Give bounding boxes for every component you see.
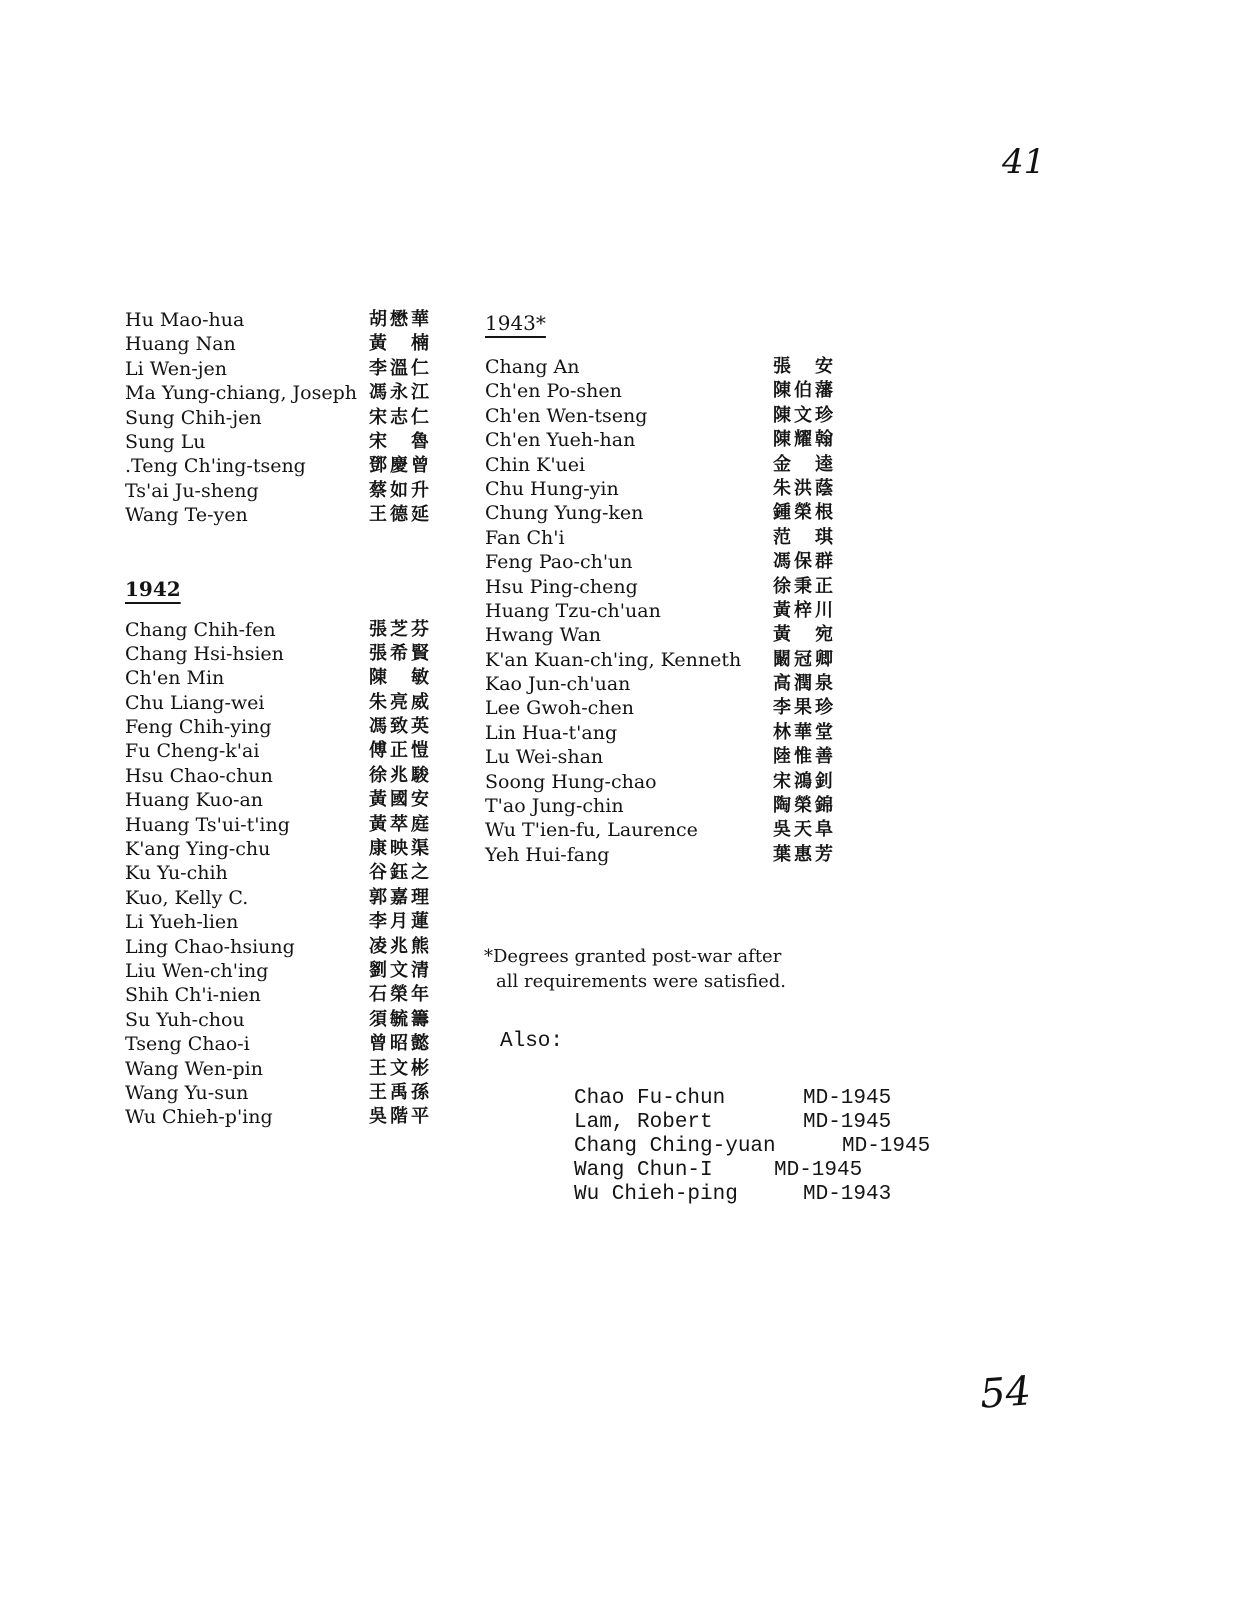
chinese-name: 李溫仁 (369, 357, 432, 379)
chinese-name: 黃萃庭 (369, 813, 432, 835)
romanized-name: Wang Wen-pin (125, 1057, 264, 1080)
romanized-name: Wu T'ien-fu, Laurence (485, 819, 698, 842)
list-item (485, 404, 865, 428)
romanized-name: Tseng Chao-i (125, 1033, 250, 1056)
chinese-name: 鄧慶曾 (369, 455, 432, 477)
romanized-name: Wang Yu-sun (125, 1081, 249, 1104)
list-item (125, 983, 455, 1007)
list-item (485, 648, 865, 672)
also-name: Wu Chieh-ping (574, 1183, 738, 1206)
list-item (485, 770, 865, 794)
list-item (125, 813, 455, 837)
list-item (485, 428, 865, 452)
chinese-name: 林華堂 (773, 721, 836, 743)
romanized-name: Chu Hung-yin (485, 477, 619, 500)
list-item (125, 1105, 455, 1129)
romanized-name: T'ao Jung-chin (485, 795, 624, 818)
list-item (125, 1057, 455, 1081)
chinese-name: 谷鈺之 (369, 862, 432, 884)
chinese-name: 張 安 (773, 356, 836, 377)
romanized-name: Ku Yu-chih (125, 862, 228, 885)
romanized-name: K'ang Ying-chu (125, 838, 271, 861)
romanized-name: Sung Lu (125, 430, 206, 453)
chinese-name: 黃國安 (369, 789, 432, 811)
chinese-name: 蔡如升 (369, 479, 432, 501)
list-item (125, 764, 455, 788)
section-heading-1943: 1943* (485, 311, 546, 335)
chinese-name: 陳文珍 (773, 404, 836, 426)
chinese-name: 闞冠卿 (773, 648, 836, 670)
romanized-name: Hsu Chao-chun (125, 764, 273, 787)
also-list (574, 1087, 931, 1207)
also-degree: MD-1945 (803, 1087, 892, 1110)
chinese-name: 曾昭懿 (369, 1033, 432, 1055)
list-item (485, 501, 865, 525)
list-item (125, 935, 455, 959)
also-degree: MD-1943 (803, 1183, 892, 1206)
romanized-name: Ch'en Wen-tseng (485, 404, 648, 427)
chinese-name: 黃梓川 (773, 599, 836, 621)
also-name: Lam, Robert (574, 1111, 713, 1134)
romanized-name: Chu Liang-wei (125, 691, 265, 714)
continued-name-list (125, 308, 455, 528)
chinese-name: 陳伯藩 (773, 380, 836, 402)
romanized-name: Ch'en Min (125, 667, 225, 690)
list-item (485, 721, 865, 745)
romanized-name: Ts'ai Ju-sheng (125, 479, 259, 502)
chinese-name: 王德延 (369, 504, 432, 526)
list-item (125, 332, 455, 356)
list-item (125, 959, 455, 983)
list-item (125, 691, 455, 715)
romanized-name: Soong Hung-chao (485, 770, 657, 793)
chinese-name: 鍾榮根 (773, 502, 836, 524)
romanized-name: Chang An (485, 356, 580, 378)
also-item (574, 1087, 892, 1111)
chinese-name: 高潤泉 (773, 673, 836, 695)
section-heading-1942: 1942 (125, 576, 181, 601)
romanized-name: Kao Jun-ch'uan (485, 673, 631, 696)
list-item (485, 526, 865, 550)
list-item (485, 575, 865, 599)
chinese-name: 馮永江 (369, 382, 432, 404)
list-item (125, 861, 455, 885)
list-item (125, 739, 455, 763)
romanized-name: Huang Ts'ui-t'ing (125, 813, 290, 836)
list-item (485, 550, 865, 574)
romanized-name: Huang Tzu-ch'uan (485, 599, 661, 622)
chinese-name: 黃 楠 (369, 333, 432, 355)
chinese-name: 陸惟善 (773, 746, 836, 768)
chinese-name: 徐秉正 (773, 575, 836, 597)
romanized-name: Chang Hsi-hsien (125, 642, 284, 665)
list-item (485, 794, 865, 818)
also-label: Also: (500, 1030, 564, 1053)
chinese-name: 朱洪蔭 (773, 477, 836, 499)
list-item (125, 503, 455, 527)
romanized-name: .Teng Ch'ing-tseng (125, 455, 306, 478)
list-item (125, 910, 455, 934)
chinese-name: 葉惠芳 (773, 843, 836, 865)
chinese-name: 陶榮錦 (773, 795, 836, 817)
chinese-name: 李果珍 (773, 697, 836, 719)
romanized-name: Ling Chao-hsiung (125, 935, 295, 958)
chinese-name: 張希賢 (369, 642, 432, 664)
list-item (125, 886, 455, 910)
list-item (485, 379, 865, 403)
list-item (485, 599, 865, 623)
also-degree: MD-1945 (842, 1135, 931, 1158)
chinese-name: 馮致英 (369, 716, 432, 738)
romanized-name: Huang Kuo-an (125, 789, 264, 812)
romanized-name: Liu Wen-ch'ing (125, 959, 269, 982)
list-item (125, 1008, 455, 1032)
list-item (485, 696, 865, 720)
chinese-name: 陳耀翰 (773, 429, 836, 451)
list-item (485, 453, 865, 477)
section-1942 (125, 574, 455, 1130)
romanized-name: Kuo, Kelly C. (125, 886, 249, 909)
right-column (485, 308, 865, 867)
list-item (485, 623, 865, 647)
list-item (125, 837, 455, 861)
heading-gap (485, 338, 865, 355)
romanized-name: Fu Cheng-k'ai (125, 740, 260, 763)
romanized-name: Sung Chih-jen (125, 406, 262, 429)
chinese-name: 康映渠 (369, 838, 432, 860)
chinese-name: 陳 敏 (369, 667, 432, 689)
list-item (125, 406, 455, 430)
list-item (485, 672, 865, 696)
list-item (125, 715, 455, 739)
handwritten-page-number-top: 41 (1002, 142, 1046, 182)
also-degree: MD-1945 (774, 1159, 863, 1182)
romanized-name: Chin K'uei (485, 453, 586, 476)
romanized-name: Li Wen-jen (125, 357, 227, 380)
also-item (574, 1183, 892, 1207)
chinese-name: 黃 宛 (773, 624, 836, 646)
also-item (574, 1111, 892, 1135)
chinese-name: 胡懋華 (369, 309, 432, 330)
chinese-name: 石榮年 (369, 984, 432, 1006)
chinese-name: 金 逵 (773, 453, 836, 475)
footnote-line-1: *Degrees granted post-war after (484, 946, 782, 967)
list-item (485, 477, 865, 501)
list-item (485, 818, 865, 842)
also-name: Chang Ching-yuan (574, 1135, 776, 1158)
list-item (125, 788, 455, 812)
romanized-name: Hwang Wan (485, 624, 602, 647)
romanized-name: Yeh Hui-fang (485, 843, 610, 866)
also-item (574, 1159, 863, 1183)
romanized-name: Ma Yung-chiang, Joseph (125, 382, 357, 405)
chinese-name: 徐兆駿 (369, 764, 432, 786)
also-name: Chao Fu-chun (574, 1087, 726, 1110)
footnote (484, 944, 786, 994)
chinese-name: 宋志仁 (369, 406, 432, 428)
footnote-line-2: all requirements were satisfied. (496, 971, 786, 992)
romanized-name: Ch'en Po-shen (485, 380, 622, 403)
chinese-name: 范 琪 (773, 526, 836, 548)
list-item (125, 1032, 455, 1056)
chinese-name: 郭嘉理 (369, 886, 432, 908)
romanized-name: Feng Pao-ch'un (485, 551, 633, 574)
romanized-name: Huang Nan (125, 333, 236, 356)
also-name: Wang Chun-I (574, 1159, 713, 1182)
chinese-name: 宋 魯 (369, 430, 432, 452)
list-item (125, 666, 455, 690)
list-item (125, 618, 455, 642)
list-item (125, 479, 455, 503)
chinese-name: 王文彬 (369, 1057, 432, 1079)
chinese-name: 劉文清 (369, 959, 432, 981)
romanized-name: Lee Gwoh-chen (485, 697, 635, 720)
romanized-name: K'an Kuan-ch'ing, Kenneth (485, 648, 742, 671)
romanized-name: Hsu Ping-cheng (485, 575, 638, 598)
list-item (125, 381, 455, 405)
chinese-name: 宋鴻釗 (773, 770, 836, 792)
chinese-name: 王禹孫 (369, 1081, 432, 1103)
romanized-name: Chung Yung-ken (485, 502, 644, 525)
chinese-name: 吳天阜 (773, 819, 836, 841)
list-item (125, 357, 455, 381)
romanized-name: Wang Te-yen (125, 504, 248, 527)
romanized-name: Li Yueh-lien (125, 911, 239, 934)
list-item (485, 843, 865, 867)
romanized-name: Hu Mao-hua (125, 309, 245, 331)
romanized-name: Fan Ch'i (485, 526, 565, 549)
chinese-name: 張芝芬 (369, 618, 432, 640)
also-degree: MD-1945 (803, 1111, 892, 1134)
chinese-name: 傅正愷 (369, 740, 432, 762)
list-item (125, 1081, 455, 1105)
handwritten-page-number-bottom: 54 (978, 1368, 1033, 1418)
romanized-name: Lu Wei-shan (485, 746, 604, 769)
heading-gap (125, 604, 455, 618)
list-item (485, 745, 865, 769)
left-column (125, 308, 455, 1130)
list-item (485, 355, 865, 379)
chinese-name: 朱亮威 (369, 691, 432, 713)
list-item (125, 454, 455, 478)
romanized-name: Feng Chih-ying (125, 716, 272, 739)
chinese-name: 李月蓮 (369, 911, 432, 933)
romanized-name: Lin Hua-t'ang (485, 721, 618, 744)
romanized-name: Chang Chih-fen (125, 618, 276, 641)
romanized-name: Ch'en Yueh-han (485, 429, 636, 452)
list-item (125, 308, 455, 332)
romanized-name: Wu Chieh-p'ing (125, 1106, 273, 1129)
section-1943 (485, 308, 865, 867)
list-item (125, 642, 455, 666)
romanized-name: Shih Ch'i-nien (125, 984, 261, 1007)
chinese-name: 凌兆熊 (369, 935, 432, 957)
chinese-name: 馮保群 (773, 551, 836, 573)
romanized-name: Su Yuh-chou (125, 1008, 245, 1031)
list-item (125, 430, 455, 454)
chinese-name: 吳階平 (369, 1106, 432, 1128)
section-gap (125, 528, 455, 574)
also-item (574, 1135, 931, 1159)
chinese-name: 須毓籌 (369, 1008, 432, 1030)
